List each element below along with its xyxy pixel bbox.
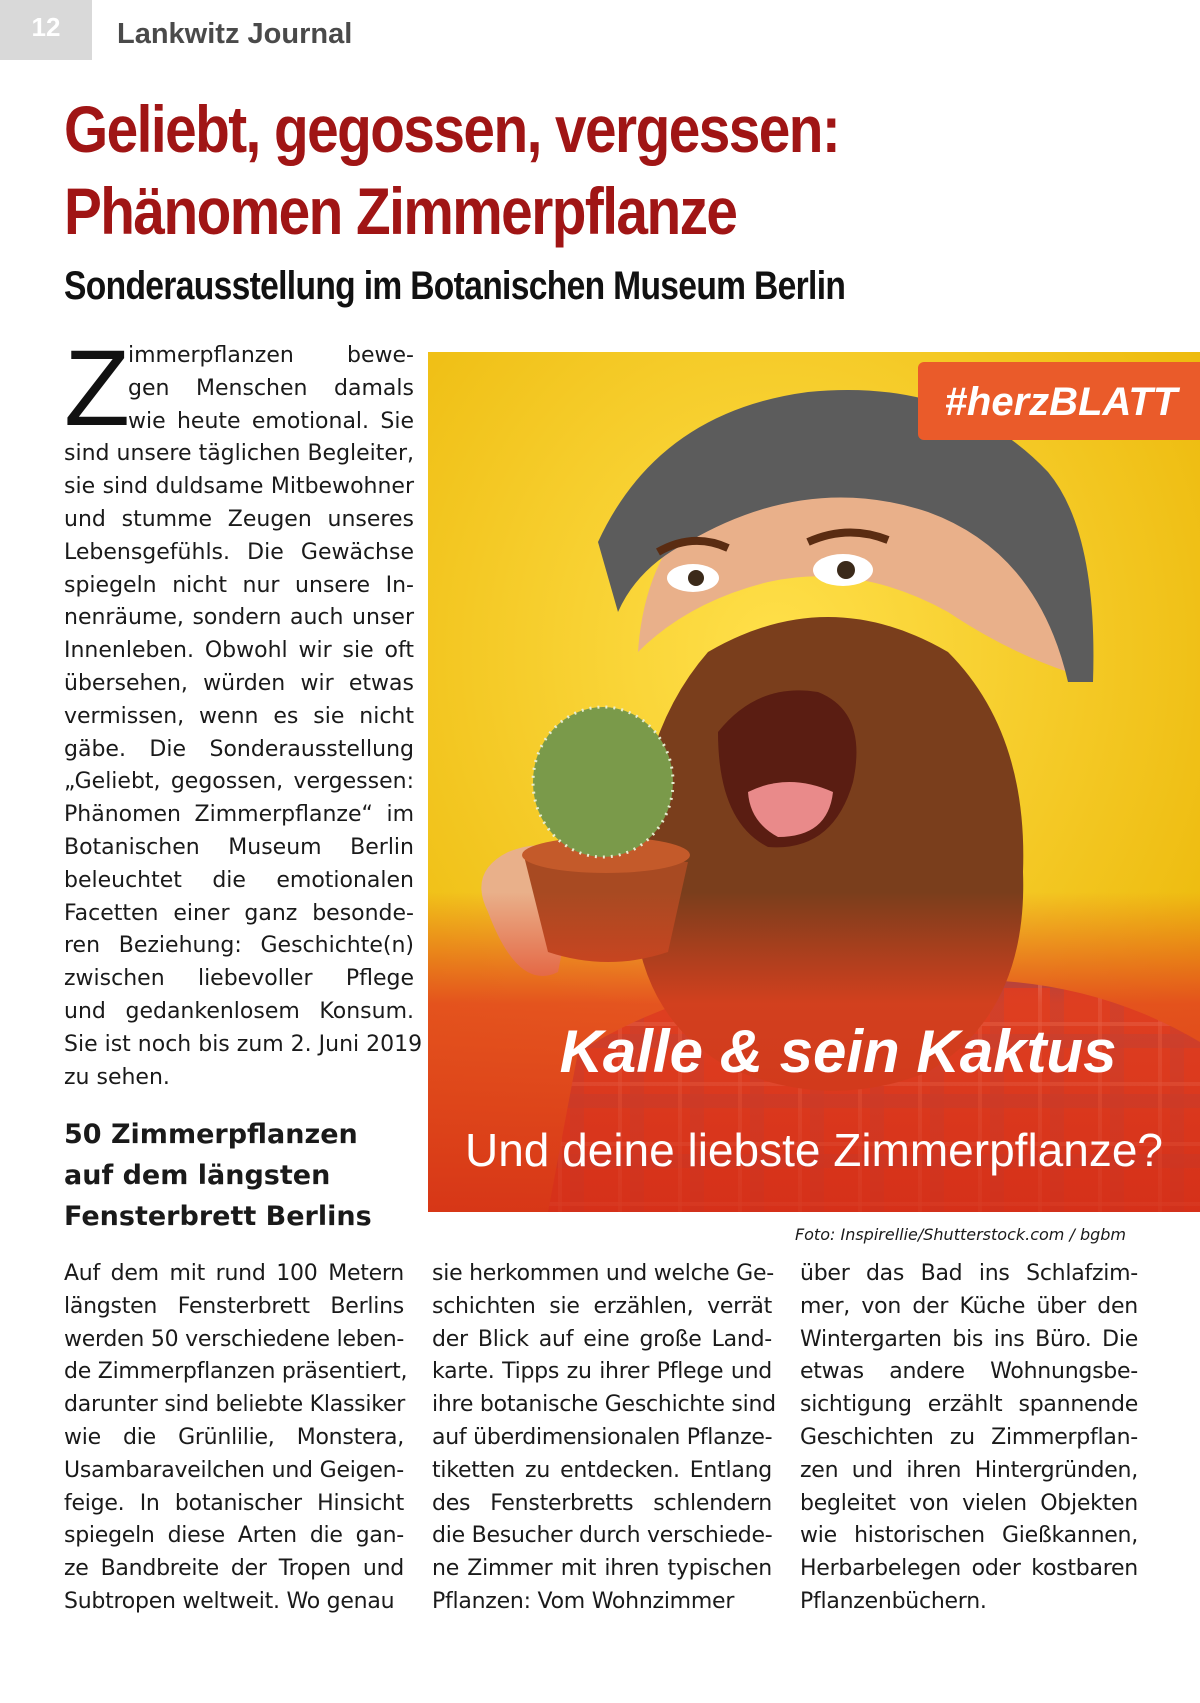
intro-line: sie sind duldsame Mitbewohner	[64, 474, 414, 500]
column-line: Subtropen weltweit. Wo genau	[64, 1588, 395, 1614]
intro-line: beleuchtet die emotionalen	[64, 867, 414, 893]
dropcap-letter: Z	[64, 327, 130, 448]
intro-line: zwischen liebevoller Pflege	[64, 966, 414, 992]
section-heading-line-2: auf dem längsten	[64, 1160, 331, 1191]
intro-line: nenräume, sondern auch unser	[64, 605, 414, 631]
intro-line: immerpflanzen bewe-	[128, 343, 414, 368]
column-line: werden 50 verschiedene leben-	[64, 1326, 405, 1352]
intro-line: Botanischen Museum Berlin	[64, 834, 414, 860]
column-line: tiketten zu entdecken. Entlang	[432, 1457, 772, 1483]
text-column-2	[432, 1258, 776, 1619]
section-heading-line-3: Fensterbrett Berlins	[64, 1201, 372, 1232]
intro-line: wie heute emotional. Sie	[128, 408, 414, 434]
intro-line: ren Beziehung: Geschichte(n)	[64, 933, 414, 959]
headline-line-2: Phänomen Zimmerpflanze	[64, 174, 737, 248]
column-line: ne Zimmer mit ihren typischen	[432, 1556, 772, 1582]
column-line: ihre botanische Geschichte sind	[432, 1392, 776, 1418]
column-line: mer, von der Küche über den	[800, 1293, 1138, 1319]
hashtag-text: #herzBLATT	[944, 380, 1178, 424]
right-pupil	[837, 561, 855, 579]
intro-line: sind unsere täglichen Begleiter,	[64, 441, 414, 467]
journal-name: Lankwitz Journal	[117, 18, 353, 50]
column-line: die Besucher durch verschiede-	[432, 1523, 773, 1549]
intro-line: und stumme Zeugen unseres	[64, 506, 414, 532]
poster-title: Kalle & sein Kaktus	[559, 1018, 1117, 1085]
column-line: Pflanzenbüchern.	[800, 1588, 987, 1614]
left-pupil	[688, 570, 704, 586]
column-line: auf überdimensionalen Pflanze-	[432, 1424, 773, 1450]
column-line: der Blick auf eine große Land-	[432, 1326, 772, 1352]
intro-line: Sie ist noch bis zum 2. Juni 2019	[64, 1031, 423, 1057]
column-line: zen und ihren Hintergründen,	[800, 1457, 1138, 1483]
column-line: längsten Fensterbrett Berlins	[64, 1293, 404, 1319]
intro-line: Phänomen Zimmerpflanze“ im	[64, 802, 414, 828]
intro-line: Lebensgefühls. Die Gewächse	[64, 539, 414, 565]
article-subheadline: Sonderausstellung im Botanischen Museum Berlin	[64, 264, 846, 308]
column-line: Usambaraveilchen und Geigen-	[64, 1457, 404, 1483]
intro-line: „Geliebt, gegossen, vergessen:	[64, 769, 414, 795]
intro-line: gäbe. Die Sonderausstellung	[64, 736, 414, 762]
page-number: 12	[31, 12, 61, 42]
text-column-3	[800, 1258, 1138, 1619]
intro-paragraph	[64, 327, 423, 1094]
poster-subtitle: Und deine liebste Zimmerpflanze?	[464, 1124, 1164, 1176]
column-line: feige. In botanischer Hinsicht	[64, 1490, 404, 1516]
column-line: wie historischen Gießkannen,	[800, 1523, 1138, 1549]
photo-credit: Foto: Inspirellie/Shutterstock.com / bgbm	[794, 1225, 1126, 1244]
section-heading	[64, 1114, 404, 1237]
column-line: sie herkommen und welche Ge-	[432, 1261, 774, 1286]
intro-line: Facetten einer ganz besonde-	[64, 900, 414, 926]
text-column-1	[64, 1258, 408, 1619]
poster-photo	[428, 352, 1200, 1212]
column-line: des Fensterbretts schlendern	[432, 1490, 772, 1516]
column-line: sichtigung erzählt spannende	[800, 1392, 1138, 1418]
column-line: Wintergarten bis ins Büro. Die	[800, 1326, 1138, 1352]
intro-line: zu sehen.	[64, 1064, 170, 1090]
column-line: etwas andere Wohnungsbe-	[800, 1359, 1138, 1385]
column-line: de Zimmerpflanzen präsentiert,	[64, 1359, 408, 1385]
poster-illustration	[428, 352, 1200, 1212]
intro-line: und gedankenlosem Konsum.	[64, 998, 414, 1024]
intro-line: übersehen, würden wir etwas	[64, 670, 414, 696]
intro-lines	[64, 327, 423, 1094]
column-line: Herbarbelegen oder kostbaren	[800, 1556, 1138, 1582]
column-line: Geschichten zu Zimmerpflan-	[800, 1424, 1138, 1450]
column-line: begleitet von vielen Objekten	[800, 1490, 1138, 1516]
headline-line-1: Geliebt, gegossen, vergessen:	[64, 92, 840, 166]
page-number-tab	[0, 0, 92, 60]
column-line: spiegeln diese Arten die gan-	[64, 1523, 404, 1549]
intro-line: gen Menschen damals	[128, 375, 414, 401]
column-line: karte. Tipps zu ihrer Pflege und	[432, 1359, 772, 1385]
column-line: ze Bandbreite der Tropen und	[64, 1556, 404, 1582]
intro-line: spiegeln nicht nur unsere In-	[64, 572, 414, 598]
column-line: wie die Grünlilie, Monstera,	[64, 1424, 404, 1450]
column-line: Auf dem mit rund 100 Metern	[64, 1261, 404, 1286]
column-line: Pflanzen: Vom Wohnzimmer	[432, 1588, 735, 1614]
section-heading-line-1: 50 Zimmerpflanzen	[64, 1119, 358, 1150]
column-line: schichten sie erzählen, verrät	[432, 1293, 772, 1319]
article-headline	[64, 88, 993, 252]
column-line: darunter sind beliebte Klassiker	[64, 1392, 406, 1418]
column-line: über das Bad ins Schlafzim-	[800, 1261, 1138, 1286]
intro-line: Innenleben. Obwohl wir sie oft	[64, 638, 414, 664]
intro-line: vermissen, wenn es sie nicht	[64, 703, 414, 729]
